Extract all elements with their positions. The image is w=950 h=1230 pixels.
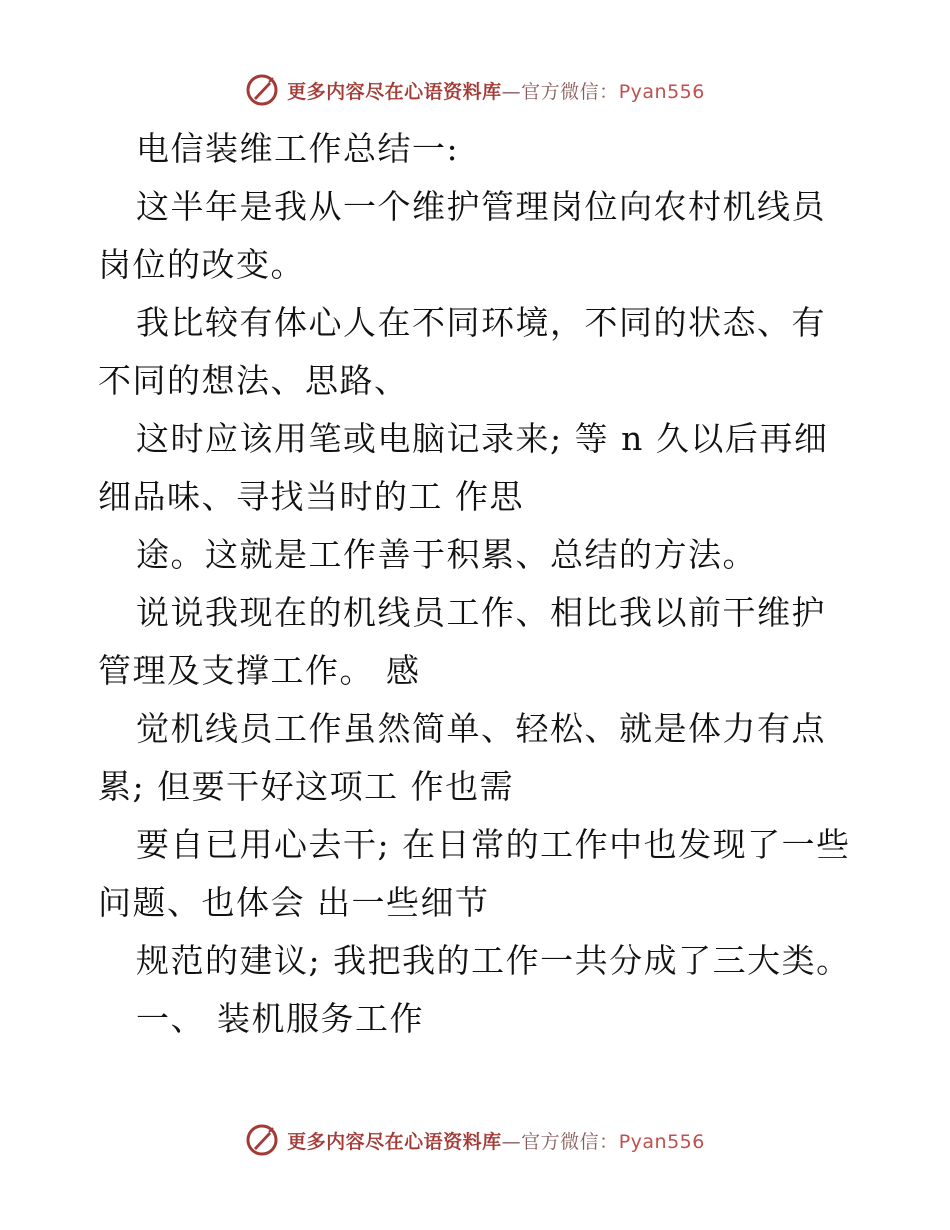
document-title: 电信装维工作总结一: (136, 129, 460, 168)
watermark-official: 官方微信： (521, 1130, 619, 1153)
watermark-lead: 更多内容尽在心语资料库 (287, 80, 502, 103)
document-body (98, 120, 858, 1048)
paragraph-5: 说说我现在的机线员工作、相比我以前干维护管理及支撑工作。 感 (98, 593, 826, 690)
paragraph-8: 规范的建议; 我把我的工作一共分成了三大类。 (136, 941, 851, 980)
quill-pen-logo-icon (245, 1123, 279, 1157)
watermark-text (287, 1127, 705, 1154)
watermark-brand: Pyan556 (618, 1130, 705, 1153)
watermark-dash: — (501, 80, 522, 103)
watermark-dash: — (501, 1130, 522, 1153)
paragraph-4: 途。这就是工作善于积累、总结的方法。 (136, 535, 757, 574)
watermark-lead: 更多内容尽在心语资料库 (287, 1130, 502, 1153)
watermark-brand: Pyan556 (618, 80, 705, 103)
footer-watermark (0, 1120, 950, 1160)
paragraph-7: 要自已用心去干; 在日常的工作中也发现了一些问题、也体会 出一些细节 (98, 825, 851, 922)
section-heading-1: 一、 装机服务工作 (136, 999, 424, 1038)
watermark-official: 官方微信： (521, 80, 619, 103)
watermark-text (287, 77, 705, 104)
paragraph-3: 这时应该用笔或电脑记录来; 等 n 久以后再细细品味、寻找当时的工 作思 (98, 419, 829, 516)
quill-pen-logo-icon (245, 73, 279, 107)
header-watermark (0, 70, 950, 110)
paragraph-6: 觉机线员工作虽然简单、轻松、就是体力有点累; 但要干好这项工 作也需 (98, 709, 826, 806)
paragraph-2: 我比较有体心人在不同环境，不同的状态、有不同的想法、思路、 (98, 303, 826, 400)
paragraph-1: 这半年是我从一个维护管理岗位向农村机线员岗位的改变。 (98, 187, 826, 284)
